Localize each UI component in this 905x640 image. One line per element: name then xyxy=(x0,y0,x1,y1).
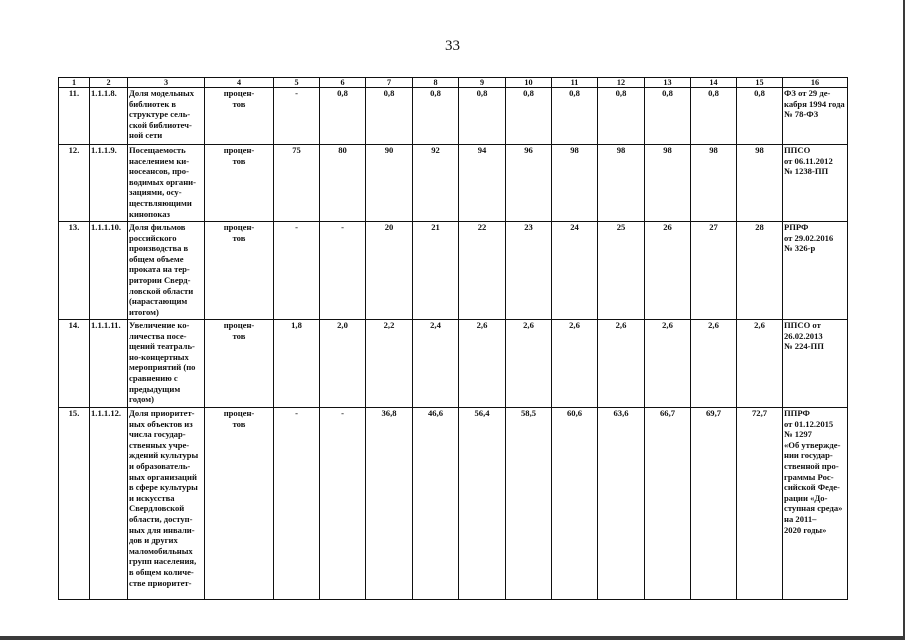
column-number-cell: 5 xyxy=(274,78,320,88)
year-value-cell: 2,6 xyxy=(691,320,737,408)
year-value-cell: 1,8 xyxy=(274,320,320,408)
year-value-cell: 0,8 xyxy=(459,88,506,145)
year-value-cell: 24 xyxy=(552,222,598,320)
year-value-cell: 2,6 xyxy=(506,320,552,408)
unit-cell: процен- тов xyxy=(205,408,274,600)
table-row xyxy=(59,408,848,600)
unit-cell: процен- тов xyxy=(205,320,274,408)
year-value-cell: 98 xyxy=(737,145,783,222)
table-body xyxy=(59,78,848,600)
year-value-cell: 0,8 xyxy=(737,88,783,145)
indicator-name-cell: Посещаемость населением ки- носеансов, про- водимых органи- зациями, осу- ществляющими кинопоказ xyxy=(128,145,205,222)
column-number-cell: 2 xyxy=(90,78,128,88)
year-value-cell: 98 xyxy=(598,145,645,222)
year-value-cell: 2,4 xyxy=(413,320,459,408)
year-value-cell: - xyxy=(274,88,320,145)
year-value-cell: 98 xyxy=(691,145,737,222)
row-number-cell: 12. xyxy=(59,145,90,222)
year-value-cell: 58,5 xyxy=(506,408,552,600)
column-number-cell: 12 xyxy=(598,78,645,88)
column-number-cell: 10 xyxy=(506,78,552,88)
column-number-cell: 6 xyxy=(320,78,366,88)
indicator-code-cell: 1.1.1.10. xyxy=(90,222,128,320)
row-number-cell: 15. xyxy=(59,408,90,600)
year-value-cell: 2,6 xyxy=(737,320,783,408)
row-number-cell: 13. xyxy=(59,222,90,320)
year-value-cell: 98 xyxy=(645,145,691,222)
column-number-cell: 9 xyxy=(459,78,506,88)
year-value-cell: 92 xyxy=(413,145,459,222)
year-value-cell: 56,4 xyxy=(459,408,506,600)
year-value-cell: 0,8 xyxy=(506,88,552,145)
year-value-cell: 0,8 xyxy=(552,88,598,145)
column-number-cell: 3 xyxy=(128,78,205,88)
year-value-cell: - xyxy=(274,222,320,320)
source-document-cell: ППСО от 26.02.2013 № 224-ПП xyxy=(783,320,848,408)
year-value-cell: 72,7 xyxy=(737,408,783,600)
year-value-cell: 96 xyxy=(506,145,552,222)
unit-cell: процен- тов xyxy=(205,222,274,320)
year-value-cell: 2,0 xyxy=(320,320,366,408)
table-row xyxy=(59,145,848,222)
source-document-cell: ППСО от 06.11.2012 № 1238-ПП xyxy=(783,145,848,222)
indicator-name-cell: Увеличение ко- личества посе- щений театраль- но-концертных мероприятий (по сравнению с предыдущим годом) xyxy=(128,320,205,408)
source-document-cell: РПРФ от 29.02.2016 № 326-р xyxy=(783,222,848,320)
year-value-cell: 98 xyxy=(552,145,598,222)
year-value-cell: 90 xyxy=(366,145,413,222)
column-number-cell: 14 xyxy=(691,78,737,88)
column-number-cell: 13 xyxy=(645,78,691,88)
year-value-cell: 75 xyxy=(274,145,320,222)
year-value-cell: 28 xyxy=(737,222,783,320)
year-value-cell: 2,2 xyxy=(366,320,413,408)
row-number-cell: 14. xyxy=(59,320,90,408)
year-value-cell: 25 xyxy=(598,222,645,320)
year-value-cell: 36,8 xyxy=(366,408,413,600)
column-number-cell: 11 xyxy=(552,78,598,88)
indicator-name-cell: Доля фильмов российского производства в общем объеме проката на тер- ритории Сверд- ловской области (нарастающим итогом) xyxy=(128,222,205,320)
indicators-table xyxy=(58,77,848,600)
year-value-cell: 80 xyxy=(320,145,366,222)
year-value-cell: 0,8 xyxy=(691,88,737,145)
table-row xyxy=(59,320,848,408)
source-document-cell: ФЗ от 29 де- кабря 1994 года № 78-ФЗ xyxy=(783,88,848,145)
column-number-cell: 15 xyxy=(737,78,783,88)
year-value-cell: 0,8 xyxy=(598,88,645,145)
indicator-code-cell: 1.1.1.8. xyxy=(90,88,128,145)
table-row xyxy=(59,222,848,320)
year-value-cell: 2,6 xyxy=(552,320,598,408)
year-value-cell: 2,6 xyxy=(645,320,691,408)
year-value-cell: - xyxy=(274,408,320,600)
column-number-cell: 16 xyxy=(783,78,848,88)
column-number-cell: 8 xyxy=(413,78,459,88)
year-value-cell: 46,6 xyxy=(413,408,459,600)
source-document-cell: ППРФ от 01.12.2015 № 1297 «Об утвержде- нии государ- ственной про- граммы Рос- сийской Феде- рации «До- ступная среда» на 2011– 2020 годы» xyxy=(783,408,848,600)
unit-cell: процен- тов xyxy=(205,88,274,145)
table-row xyxy=(59,88,848,145)
year-value-cell: 2,6 xyxy=(459,320,506,408)
year-value-cell: 63,6 xyxy=(598,408,645,600)
unit-cell: процен- тов xyxy=(205,145,274,222)
column-number-cell: 1 xyxy=(59,78,90,88)
year-value-cell: 60,6 xyxy=(552,408,598,600)
column-number-cell: 4 xyxy=(205,78,274,88)
page-number: 33 xyxy=(445,38,460,54)
year-value-cell: - xyxy=(320,408,366,600)
header-row xyxy=(59,78,848,88)
year-value-cell: 20 xyxy=(366,222,413,320)
year-value-cell: 0,8 xyxy=(645,88,691,145)
indicator-code-cell: 1.1.1.9. xyxy=(90,145,128,222)
year-value-cell: 21 xyxy=(413,222,459,320)
year-value-cell: 0,8 xyxy=(413,88,459,145)
year-value-cell: 23 xyxy=(506,222,552,320)
indicator-name-cell: Доля модельных библиотек в структуре сель- ской библиотеч- ной сети xyxy=(128,88,205,145)
indicator-code-cell: 1.1.1.11. xyxy=(90,320,128,408)
year-value-cell: 2,6 xyxy=(598,320,645,408)
year-value-cell: 69,7 xyxy=(691,408,737,600)
year-value-cell: 66,7 xyxy=(645,408,691,600)
indicator-code-cell: 1.1.1.12. xyxy=(90,408,128,600)
column-number-cell: 7 xyxy=(366,78,413,88)
year-value-cell: - xyxy=(320,222,366,320)
year-value-cell: 0,8 xyxy=(366,88,413,145)
indicator-name-cell: Доля приоритет- ных объектов из числа государ- ственных учре- ждений культуры и образователь- ных организаций в сфере культуры и искусства Свердловской области, доступ- ных для инвали- дов и других маломобильных групп населения, в общем количе- стве приоритет- xyxy=(128,408,205,600)
year-value-cell: 94 xyxy=(459,145,506,222)
year-value-cell: 26 xyxy=(645,222,691,320)
year-value-cell: 0,8 xyxy=(320,88,366,145)
year-value-cell: 27 xyxy=(691,222,737,320)
year-value-cell: 22 xyxy=(459,222,506,320)
row-number-cell: 11. xyxy=(59,88,90,145)
